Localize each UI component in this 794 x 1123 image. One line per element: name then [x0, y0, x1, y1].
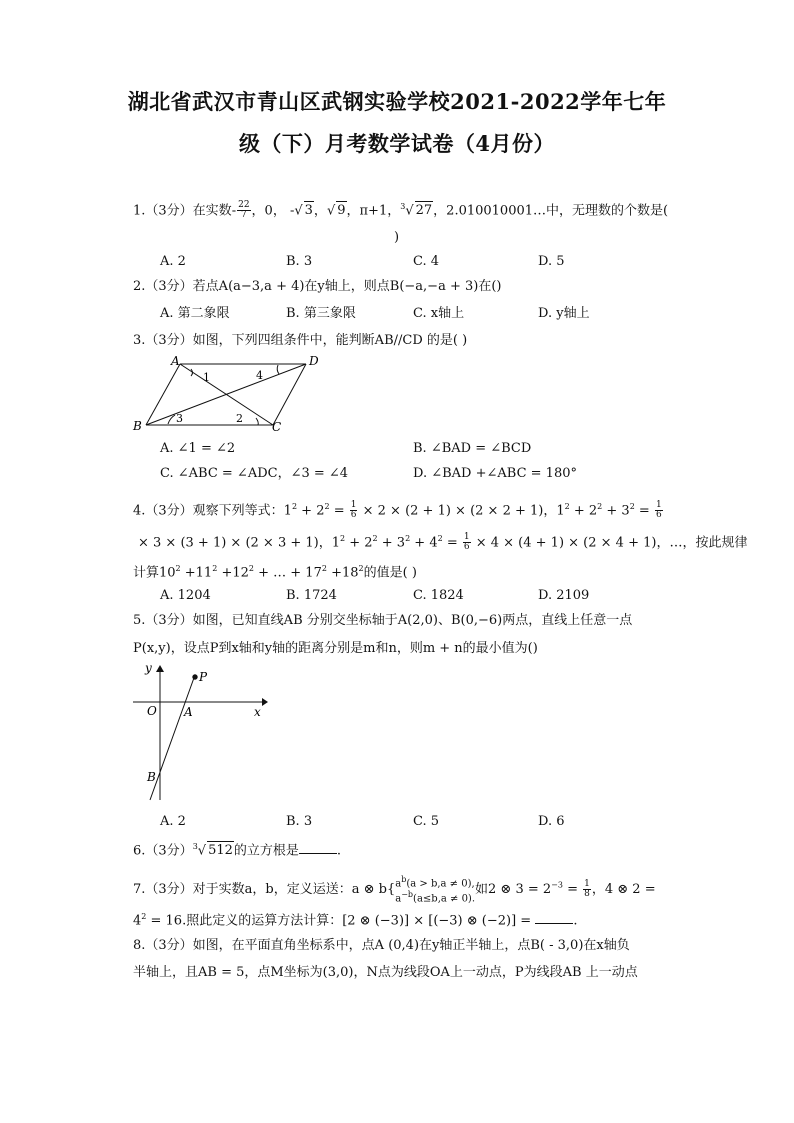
- question-7-line1: 7.（3分）对于实数a，b，定义运送：a ⊗ b{ $a^b(a > b,a \ne 0)$, $a^{-b}(a\le b,a \ne 0)$. 如2 ⊗ $3 = 2^{-3}$ = $\frac{1}{8}$ ，4 ⊗ 2 =: [133, 875, 656, 905]
- y-axis-label: y: [145, 661, 152, 675]
- question-1-close: ): [394, 230, 400, 245]
- exam-title-line1: 湖北省武汉市青山区武钢实验学校2021-2022学年七年: [127, 89, 667, 114]
- q1-option-b: B. 3: [286, 254, 313, 269]
- q4-option-c: C. 1824: [413, 588, 464, 603]
- vertex-d-label: D: [309, 354, 319, 368]
- angle-3-label: 3: [176, 412, 183, 425]
- exam-title-line2: 级（下）月考数学试卷（4月份）: [238, 131, 556, 156]
- angle-1-label: 1: [203, 371, 210, 384]
- q1-option-a: A. 2: [160, 254, 186, 269]
- question-1: 1.（3分）在实数- $\frac{22}{7}$ ，0， -√ 3，√ 9，π+1，$^3$√ 27，2.010010001…中，无理数的个数是(: [133, 200, 669, 221]
- q2-option-a: A. 第二象限: [160, 306, 230, 321]
- question-3: 3.（3分）如图，下列四组条件中，能判断AB//CD 的是( ): [133, 333, 468, 348]
- vertex-c-label: C: [272, 420, 282, 434]
- question-5-line1: 5.（3分）如图，已知直线AB 分别交坐标轴于A(2,0)、B(0,−6)两点，直线上任意一点: [133, 613, 633, 628]
- fraction: $\frac{1}{6}$: [350, 500, 357, 521]
- question-8-line1: 8.（3分）如图，在平面直角坐标系中，点A (0,4)在y轴正半轴上，点B( - 3,0)在x轴负: [133, 938, 630, 953]
- q3-option-b: B. ∠BAD = ∠BCD: [413, 441, 532, 456]
- q5-option-a: A. 2: [160, 814, 186, 829]
- question-4-line2: × 3 × (3 + 1) × (2 × 3 + 1)，$1^2 + 2^2 + 3^2 + 4^2$ = $\frac{1}{6}$ × 4 × (4 + 1) × (2 × 4 + 1)，…，按此规律: [138, 532, 748, 553]
- q5-option-c: C. 5: [413, 814, 440, 829]
- q4-option-d: D. 2109: [538, 588, 590, 603]
- piecewise-definition: $a^b(a > b,a \ne 0)$, $a^{-b}(a\le b,a \ne 0)$.: [395, 875, 476, 905]
- question-2: 2.（3分）若点A(a−3,a + 4)在y轴上，则点B(−a,−a + 3)在(): [133, 279, 502, 294]
- fraction: $\frac{22}{7}$: [238, 200, 250, 221]
- q2-option-b: B. 第三象限: [286, 306, 356, 321]
- question-4-line3: 计算$10^2 +11^2 +12^2$ + … + $17^2 +18^2$的值是( ): [133, 564, 417, 581]
- q1-option-d: D. 5: [538, 254, 565, 269]
- origin-label: O: [147, 704, 157, 718]
- point-a-label: A: [184, 705, 193, 719]
- q3-option-a: A. ∠1 = ∠2: [160, 441, 236, 456]
- vertex-a-label: A: [171, 354, 180, 368]
- point-b-label: B: [147, 770, 156, 784]
- q2-option-c: C. x轴上: [413, 306, 465, 321]
- q3-option-c: C. ∠ABC = ∠ADC，∠3 = ∠4: [160, 466, 349, 481]
- q5-option-d: D. 6: [538, 814, 565, 829]
- angle-4-label: 4: [256, 369, 263, 382]
- question-8-line2: 半轴上，且AB = 5，点M坐标为(3,0)，N点为线段OA上一动点，P为线段AB 上一动点: [133, 965, 638, 980]
- q4-option-b: B. 1724: [286, 588, 337, 603]
- x-axis-label: x: [254, 705, 261, 719]
- q2-option-d: D. y轴上: [538, 306, 590, 321]
- answer-blank: [299, 841, 337, 854]
- fraction: $\frac{1}{6}$: [655, 500, 662, 521]
- coordinate-figure: [128, 660, 278, 805]
- point-p-label: P: [199, 670, 208, 684]
- question-7-line2: $4^2 = 16$.照此定义的运算方法计算：[2 ⊗ (−3)] × [(−3) ⊗ (−2)] = .: [133, 912, 578, 929]
- fraction: $\frac{1}{6}$: [463, 532, 470, 553]
- question-6: 6.（3分）$^3$√ 512的立方根是 .: [133, 842, 342, 859]
- q1-option-c: C. 4: [413, 254, 440, 269]
- question-5-line2: P(x,y)，设点P到x轴和y轴的距离分别是m和n，则m + n的最小值为(): [133, 641, 538, 656]
- answer-blank: [535, 911, 573, 924]
- parallelogram-figure: [128, 352, 328, 436]
- fraction: $\frac{1}{8}$: [584, 878, 590, 899]
- q5-option-b: B. 3: [286, 814, 313, 829]
- q3-option-d: D. ∠BAD +∠ABC = 180°: [413, 466, 577, 481]
- question-4-line1: 4.（3分）观察下列等式：$1^2 + 2^2$ = $\frac{1}{6}$ × 2 × (2 + 1) × (2 × 2 + 1)，$1^2 + 2^2 + 3^2$ = $\frac{1}{6}$: [133, 500, 662, 521]
- q4-option-a: A. 1204: [160, 588, 211, 603]
- angle-2-label: 2: [236, 412, 243, 425]
- vertex-b-label: B: [133, 419, 142, 433]
